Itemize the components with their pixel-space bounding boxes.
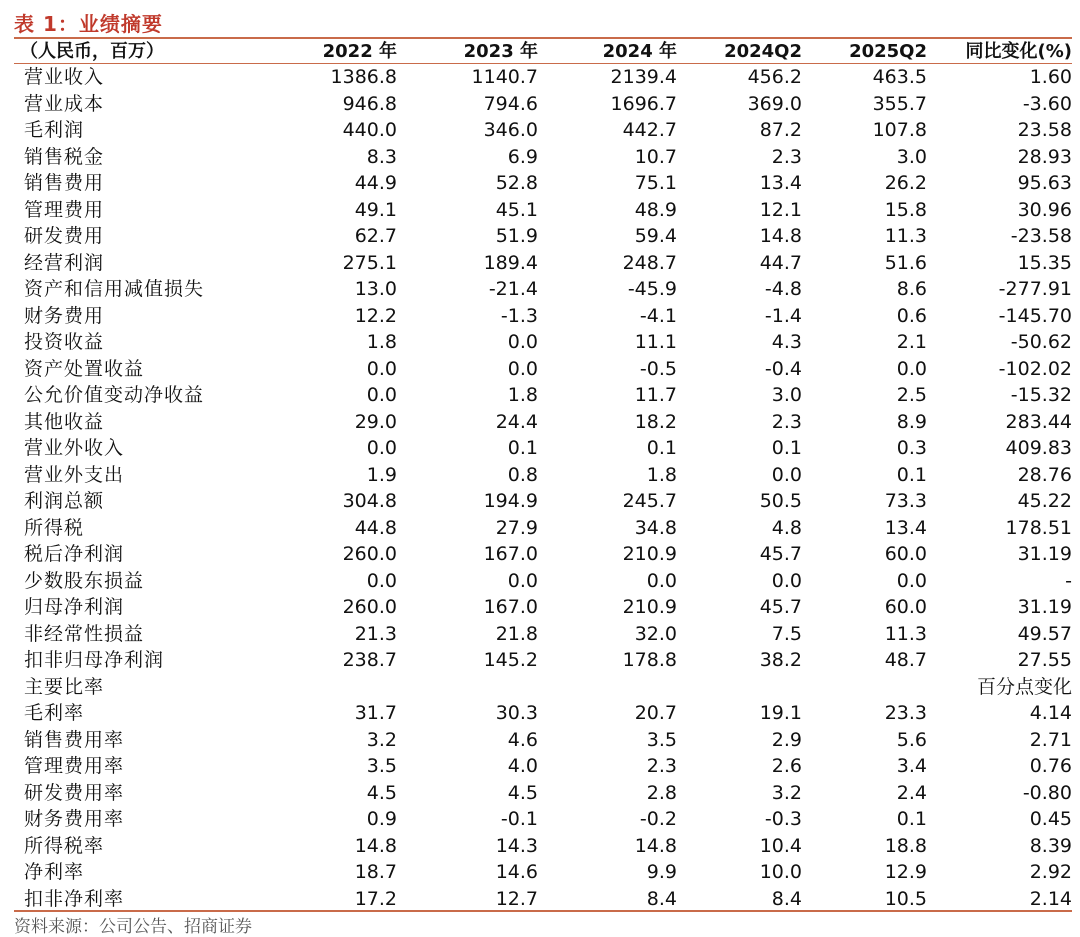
row-value: 4.14: [1029, 702, 1072, 724]
row-value: 2.71: [1029, 728, 1072, 751]
row-value: 28.76: [1017, 463, 1072, 486]
row-value: 2.3: [646, 755, 677, 777]
row-label: 投资收益: [24, 331, 105, 353]
table-row: [14, 621, 1072, 648]
table-row: [14, 276, 1072, 303]
row-value: 346.0: [483, 119, 538, 141]
row-value: 0.0: [896, 569, 927, 592]
row-value: 15.8: [884, 198, 927, 221]
table-row: [14, 144, 1072, 171]
row-value: 4.5: [366, 781, 397, 804]
row-value: -23.58: [1010, 225, 1072, 247]
row-value: 2.9: [771, 728, 802, 751]
header-2024: 2024 年: [602, 41, 677, 62]
row-value: 0.9: [366, 808, 397, 830]
table-row: [14, 886, 1072, 913]
row-label: 扣非净利率: [24, 887, 125, 910]
header-unit: （人民币，百万）: [20, 41, 164, 62]
row-value: 0.0: [646, 569, 677, 592]
row-value: 0.1: [896, 463, 927, 486]
row-value: 210.9: [622, 596, 677, 618]
row-value: 10.5: [884, 887, 927, 910]
row-value: 23.3: [884, 702, 927, 724]
row-label: 营业外收入: [24, 437, 125, 459]
table-row: [14, 197, 1072, 224]
row-value: 27.9: [495, 516, 538, 539]
row-value: 3.5: [646, 728, 677, 751]
row-value: 44.9: [354, 172, 397, 194]
row-label: 销售税金: [24, 145, 105, 168]
row-label: 管理费用率: [24, 755, 125, 777]
row-value: -0.2: [639, 808, 677, 830]
row-value: 0.1: [646, 437, 677, 459]
row-label: 资产和信用减值损失: [24, 278, 205, 300]
row-label: 研发费用: [24, 225, 105, 247]
row-value: 0.8: [507, 463, 538, 486]
row-value: 167.0: [483, 596, 538, 618]
row-value: 0.0: [366, 357, 397, 380]
row-value: 11.3: [884, 225, 927, 247]
row-value: 8.4: [646, 887, 677, 910]
table-row: [14, 382, 1072, 409]
row-value: -277.91: [998, 278, 1072, 300]
row-label: 财务费用: [24, 304, 105, 327]
row-value: 17.2: [354, 887, 397, 910]
table-row: [14, 435, 1072, 462]
row-label: 营业成本: [24, 92, 105, 115]
row-value: 60.0: [884, 543, 927, 565]
row-value: -102.02: [998, 357, 1072, 380]
row-value: [224, 674, 397, 701]
table-row: [14, 753, 1072, 780]
row-value: 0.0: [507, 569, 538, 592]
row-value: 442.7: [622, 119, 677, 141]
row-value: 14.8: [354, 834, 397, 857]
table-row: [14, 674, 1072, 701]
row-value: 0.0: [507, 357, 538, 380]
row-value: 3.4: [896, 755, 927, 777]
row-value: -1.4: [764, 304, 802, 327]
row-value: 45.1: [495, 198, 538, 221]
row-value: 1.8: [366, 331, 397, 353]
row-value: 0.0: [366, 384, 397, 406]
row-value: [802, 674, 927, 701]
table-row: [14, 488, 1072, 515]
row-value: 48.7: [884, 649, 927, 671]
row-label: 营业收入: [24, 66, 105, 88]
row-value: 2139.4: [610, 66, 677, 88]
table-row: [14, 409, 1072, 436]
row-value: 87.2: [759, 119, 802, 141]
table-row: [14, 568, 1072, 595]
row-value: 2.8: [646, 781, 677, 804]
row-value: -15.32: [1010, 384, 1072, 406]
row-value: 0.0: [366, 437, 397, 459]
table-row: [14, 594, 1072, 621]
row-value: 30.96: [1017, 198, 1072, 221]
row-value: 8.3: [366, 145, 397, 168]
row-value: 24.4: [495, 410, 538, 433]
row-value: 27.55: [1017, 649, 1072, 671]
row-value: 0.0: [771, 569, 802, 592]
row-value: 11.7: [634, 384, 677, 406]
source-note: 资料来源：公司公告、招商证券: [14, 917, 252, 937]
row-value: 2.92: [1029, 861, 1072, 883]
row-value: 1.8: [507, 384, 538, 406]
top-rule: [14, 37, 1072, 39]
row-value: -0.5: [639, 357, 677, 380]
row-value: 1696.7: [610, 92, 677, 115]
row-value: 167.0: [483, 543, 538, 565]
row-value: 51.6: [884, 251, 927, 274]
row-value: -4.1: [639, 304, 677, 327]
table-row: [14, 91, 1072, 118]
row-value: 28.93: [1017, 145, 1072, 168]
row-value: 5.6: [896, 728, 927, 751]
header-yoy-change: 同比变化(%): [965, 41, 1072, 62]
row-value: 0.0: [771, 463, 802, 486]
row-value: 4.3: [771, 331, 802, 353]
row-value: 794.6: [483, 92, 538, 115]
row-value: 1140.7: [471, 66, 538, 88]
row-label: 净利率: [24, 861, 85, 883]
row-value: -3.60: [1022, 92, 1072, 115]
row-value: 12.9: [884, 861, 927, 883]
table-row: [14, 515, 1072, 542]
row-value: 0.0: [366, 569, 397, 592]
row-value: 9.9: [646, 861, 677, 883]
table-row: [14, 727, 1072, 754]
row-label: 所得税率: [24, 834, 105, 857]
row-value: -4.8: [764, 278, 802, 300]
row-value: 1.60: [1029, 66, 1072, 88]
row-value: 14.6: [495, 861, 538, 883]
row-value: 30.3: [495, 702, 538, 724]
row-label: 少数股东损益: [24, 569, 145, 592]
row-value: 29.0: [354, 410, 397, 433]
row-value: 31.19: [1017, 543, 1072, 565]
row-value: 0.1: [507, 437, 538, 459]
table-row: [14, 356, 1072, 383]
row-value: 440.0: [342, 119, 397, 141]
row-value: 52.8: [495, 172, 538, 194]
row-value: 45.7: [759, 596, 802, 618]
row-value: 1.8: [646, 463, 677, 486]
row-value: 60.0: [884, 596, 927, 618]
header-row: [14, 40, 1072, 64]
table-row: [14, 859, 1072, 886]
row-label: 毛利率: [24, 702, 85, 724]
row-value: 14.3: [495, 834, 538, 857]
row-value: 178.8: [622, 649, 677, 671]
row-value: 32.0: [634, 622, 677, 645]
row-value: 18.2: [634, 410, 677, 433]
row-value: 283.44: [1005, 410, 1072, 433]
row-value: 13.4: [759, 172, 802, 194]
header-2024q2: 2024Q2: [724, 41, 802, 62]
row-value: 304.8: [342, 490, 397, 512]
table-row: [14, 170, 1072, 197]
row-value: 44.8: [354, 516, 397, 539]
row-value: 59.4: [634, 225, 677, 247]
table-row: [14, 700, 1072, 727]
row-value: 34.8: [634, 516, 677, 539]
row-value: 238.7: [342, 649, 397, 671]
row-label: 归母净利润: [24, 596, 125, 618]
row-value: 3.0: [896, 145, 927, 168]
row-value: 73.3: [884, 490, 927, 512]
header-2025q2: 2025Q2: [849, 41, 927, 62]
row-value: 14.8: [634, 834, 677, 857]
row-value: 49.1: [354, 198, 397, 221]
row-value: -0.3: [764, 808, 802, 830]
table-row: [14, 303, 1072, 330]
row-value: -: [1065, 569, 1072, 592]
row-value: 4.5: [507, 781, 538, 804]
table-row: [14, 64, 1072, 91]
row-value: 3.2: [366, 728, 397, 751]
row-value: 0.1: [771, 437, 802, 459]
table-row: [14, 329, 1072, 356]
row-value: 13.0: [354, 278, 397, 300]
row-value: 1.9: [366, 463, 397, 486]
row-label: 毛利润: [24, 119, 85, 141]
row-value: 11.1: [634, 331, 677, 353]
row-value: 19.1: [759, 702, 802, 724]
row-value: 3.2: [771, 781, 802, 804]
row-value: 11.3: [884, 622, 927, 645]
row-value: 8.39: [1029, 834, 1072, 857]
row-value: 2.14: [1029, 887, 1072, 910]
row-value: 23.58: [1017, 119, 1072, 141]
row-value: 44.7: [759, 251, 802, 274]
row-value: 409.83: [1005, 437, 1072, 459]
row-value: [538, 674, 677, 701]
row-label: 研发费用率: [24, 781, 125, 804]
row-value: 62.7: [354, 225, 397, 247]
row-label: 其他收益: [24, 410, 105, 433]
table-row: [14, 462, 1072, 489]
row-label: 营业外支出: [24, 463, 125, 486]
row-value: 8.9: [896, 410, 927, 433]
row-value: 10.4: [759, 834, 802, 857]
table-row: [14, 250, 1072, 277]
row-value: 946.8: [342, 92, 397, 115]
row-label: 主要比率: [24, 675, 105, 698]
header-2022: 2022 年: [322, 41, 397, 62]
row-value: 31.7: [354, 702, 397, 724]
row-value: 10.7: [634, 145, 677, 168]
row-value: 248.7: [622, 251, 677, 274]
row-value: 8.6: [896, 278, 927, 300]
row-value: -0.80: [1022, 781, 1072, 804]
row-value: 0.76: [1029, 755, 1072, 777]
row-value: 2.1: [896, 331, 927, 353]
table-row: [14, 117, 1072, 144]
row-value: 0.45: [1029, 808, 1072, 830]
table-row: [14, 647, 1072, 674]
row-value: 3.5: [366, 755, 397, 777]
row-value: 4.6: [507, 728, 538, 751]
row-value: 48.9: [634, 198, 677, 221]
row-value: 107.8: [872, 119, 927, 141]
row-value: 百分点变化: [976, 675, 1072, 698]
row-label: 财务费用率: [24, 808, 125, 830]
row-value: 21.3: [354, 622, 397, 645]
table-row: [14, 806, 1072, 833]
row-value: 18.8: [884, 834, 927, 857]
row-label: 非经常性损益: [24, 622, 145, 645]
row-value: 3.0: [771, 384, 802, 406]
row-value: 275.1: [342, 251, 397, 274]
row-value: 45.22: [1017, 490, 1072, 512]
row-value: 2.4: [896, 781, 927, 804]
row-value: 8.4: [771, 887, 802, 910]
row-label: 销售费用率: [24, 728, 125, 751]
header-2023: 2023 年: [463, 41, 538, 62]
row-value: 245.7: [622, 490, 677, 512]
row-label: 销售费用: [24, 172, 105, 194]
row-label: 管理费用: [24, 198, 105, 221]
row-value: 463.5: [872, 66, 927, 88]
row-label: 经营利润: [24, 251, 105, 274]
row-value: -0.1: [500, 808, 538, 830]
row-value: 4.8: [771, 516, 802, 539]
row-value: 260.0: [342, 596, 397, 618]
row-value: 6.9: [507, 145, 538, 168]
row-value: 0.3: [896, 437, 927, 459]
row-value: 0.6: [896, 304, 927, 327]
row-label: 资产处置收益: [24, 357, 145, 380]
row-value: [397, 674, 538, 701]
row-value: 2.5: [896, 384, 927, 406]
row-value: [677, 674, 802, 701]
row-value: 0.0: [896, 357, 927, 380]
row-value: 12.1: [759, 198, 802, 221]
row-value: 2.3: [771, 145, 802, 168]
row-value: -0.4: [764, 357, 802, 380]
row-value: 456.2: [747, 66, 802, 88]
row-value: 51.9: [495, 225, 538, 247]
row-label: 税后净利润: [24, 543, 125, 565]
row-value: 2.6: [771, 755, 802, 777]
row-value: 95.63: [1017, 172, 1072, 194]
row-value: 2.3: [771, 410, 802, 433]
row-value: 12.2: [354, 304, 397, 327]
row-value: 369.0: [747, 92, 802, 115]
row-value: 20.7: [634, 702, 677, 724]
row-value: 26.2: [884, 172, 927, 194]
row-value: 50.5: [759, 490, 802, 512]
row-value: 7.5: [771, 622, 802, 645]
row-value: 38.2: [759, 649, 802, 671]
row-value: 13.4: [884, 516, 927, 539]
row-label: 公允价值变动净收益: [24, 384, 205, 406]
row-value: 189.4: [483, 251, 538, 274]
row-value: 75.1: [634, 172, 677, 194]
row-label: 利润总额: [24, 490, 105, 512]
row-value: 45.7: [759, 543, 802, 565]
row-value: -21.4: [488, 278, 538, 300]
table-row: [14, 541, 1072, 568]
row-value: 21.8: [495, 622, 538, 645]
financial-summary-table: [14, 40, 1072, 912]
table-row: [14, 833, 1072, 860]
row-value: 210.9: [622, 543, 677, 565]
row-value: 1386.8: [330, 66, 397, 88]
row-label: 扣非归母净利润: [24, 649, 165, 671]
row-value: -1.3: [500, 304, 538, 327]
row-value: 4.0: [507, 755, 538, 777]
row-value: 10.0: [759, 861, 802, 883]
row-value: 18.7: [354, 861, 397, 883]
row-value: 0.1: [896, 808, 927, 830]
row-value: 178.51: [1005, 516, 1072, 539]
row-value: -45.9: [627, 278, 677, 300]
row-value: 14.8: [759, 225, 802, 247]
row-value: 145.2: [483, 649, 538, 671]
row-label: 所得税: [24, 516, 85, 539]
row-value: -145.70: [998, 304, 1072, 327]
row-value: 355.7: [872, 92, 927, 115]
table-title: 表 1：业绩摘要: [14, 12, 163, 36]
row-value: 260.0: [342, 543, 397, 565]
row-value: -50.62: [1010, 331, 1072, 353]
row-value: 12.7: [495, 887, 538, 910]
row-value: 194.9: [483, 490, 538, 512]
row-value: 0.0: [507, 331, 538, 353]
row-value: 31.19: [1017, 596, 1072, 618]
table-row: [14, 780, 1072, 807]
row-value: 15.35: [1017, 251, 1072, 274]
table-row: [14, 223, 1072, 250]
row-value: 49.57: [1017, 622, 1072, 645]
